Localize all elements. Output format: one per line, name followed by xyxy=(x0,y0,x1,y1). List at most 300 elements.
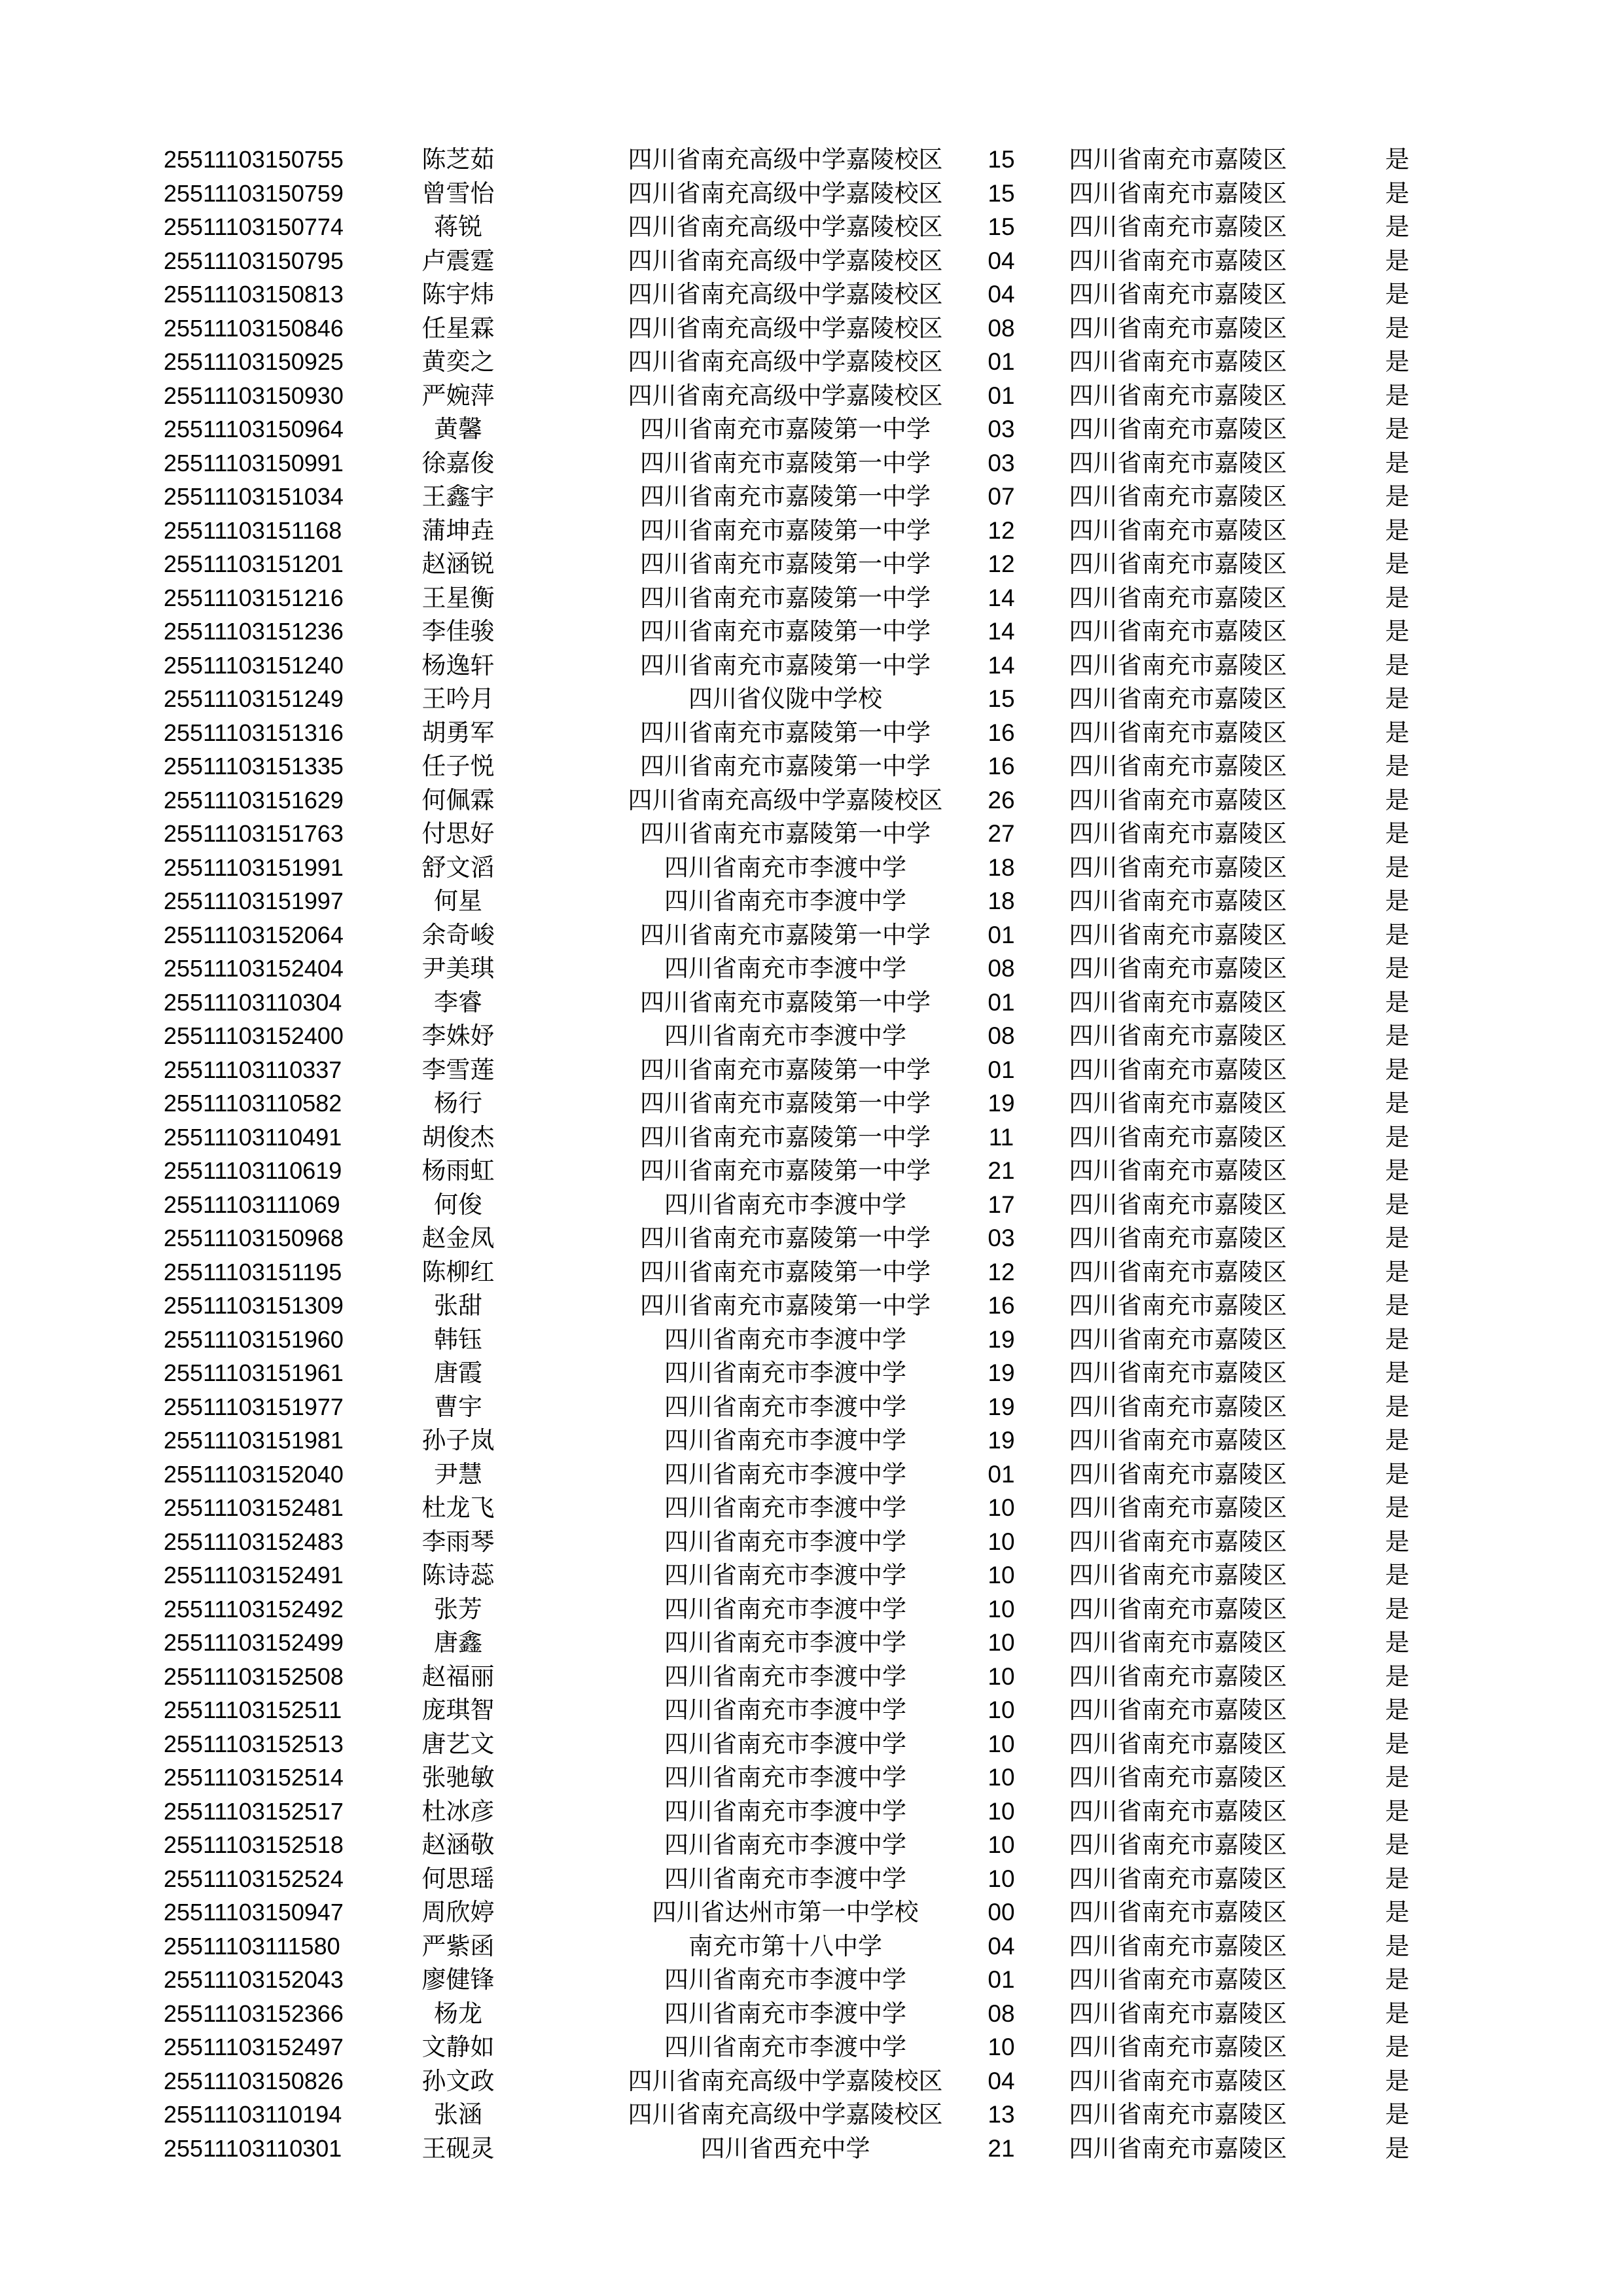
table-row xyxy=(0,1086,1623,1121)
student-id-cell: 25511103152366 xyxy=(164,2000,344,2027)
status-flag-cell: 是 xyxy=(1385,651,1410,679)
district-cell: 四川省南充市嘉陵区 xyxy=(1069,280,1287,308)
district-cell: 四川省南充市嘉陵区 xyxy=(1069,785,1287,814)
class-code-cell: 04 xyxy=(988,247,1015,274)
status-flag-cell: 是 xyxy=(1385,1022,1410,1050)
school-name-cell: 四川省南充市李渡中学 xyxy=(664,1190,906,1219)
student-id-cell: 25511103152492 xyxy=(164,1595,344,1623)
district-cell: 四川省南充市嘉陵区 xyxy=(1069,348,1287,376)
status-flag-cell: 是 xyxy=(1385,280,1410,308)
class-code-cell: 12 xyxy=(988,516,1015,544)
table-row xyxy=(0,1761,1623,1795)
student-id-cell: 25511103152511 xyxy=(164,1696,342,1723)
table-row xyxy=(0,1121,1623,1155)
status-flag-cell: 是 xyxy=(1385,482,1410,511)
status-flag-cell: 是 xyxy=(1385,415,1410,443)
student-id-cell: 25511103150964 xyxy=(164,416,344,442)
status-flag-cell: 是 xyxy=(1385,1122,1410,1151)
school-name-cell: 四川省南充市嘉陵第一中学 xyxy=(640,1291,931,1319)
school-name-cell: 四川省南充市嘉陵第一中学 xyxy=(640,920,931,949)
class-code-cell: 19 xyxy=(988,1393,1015,1420)
student-name-cell: 王星衡 xyxy=(421,583,495,612)
table-row xyxy=(0,581,1623,615)
district-cell: 四川省南充市嘉陵区 xyxy=(1069,853,1287,882)
class-code-cell: 12 xyxy=(988,1258,1015,1285)
school-name-cell: 四川省南充市嘉陵第一中学 xyxy=(640,482,931,511)
class-code-cell: 08 xyxy=(988,314,1015,342)
student-name-cell: 王砚灵 xyxy=(421,2134,495,2162)
student-name-cell: 李佳骏 xyxy=(421,617,495,645)
district-cell: 四川省南充市嘉陵区 xyxy=(1069,1359,1287,1387)
table-row xyxy=(0,1929,1623,1964)
status-flag-cell: 是 xyxy=(1385,2100,1410,2128)
class-code-cell: 01 xyxy=(988,348,1015,375)
class-code-cell: 04 xyxy=(988,2067,1015,2094)
district-cell: 四川省南充市嘉陵区 xyxy=(1069,1122,1287,1151)
table-row xyxy=(0,2030,1623,2064)
student-name-cell: 尹慧 xyxy=(434,1460,482,1488)
table-row xyxy=(0,1660,1623,1694)
district-cell: 四川省南充市嘉陵区 xyxy=(1069,145,1287,173)
class-code-cell: 07 xyxy=(988,483,1015,510)
student-name-cell: 孙子岚 xyxy=(421,1426,495,1454)
district-cell: 四川省南充市嘉陵区 xyxy=(1069,1089,1287,1117)
student-id-cell: 25511103150968 xyxy=(164,1225,344,1251)
district-cell: 四川省南充市嘉陵区 xyxy=(1069,1864,1287,1893)
class-code-cell: 16 xyxy=(988,719,1015,746)
class-code-cell: 08 xyxy=(988,1022,1015,1049)
class-code-cell: 15 xyxy=(988,179,1015,207)
status-flag-cell: 是 xyxy=(1385,583,1410,612)
district-cell: 四川省南充市嘉陵区 xyxy=(1069,381,1287,410)
table-row xyxy=(0,615,1623,649)
district-cell: 四川省南充市嘉陵区 xyxy=(1069,314,1287,342)
student-id-cell: 25511103150930 xyxy=(164,382,344,409)
table-row xyxy=(0,1289,1623,1323)
status-flag-cell: 是 xyxy=(1385,1729,1410,1758)
student-name-cell: 陈柳红 xyxy=(421,1257,495,1286)
district-cell: 四川省南充市嘉陵区 xyxy=(1069,1628,1287,1657)
school-name-cell: 四川省南充高级中学嘉陵校区 xyxy=(628,381,943,410)
student-id-cell: 25511103152497 xyxy=(164,2034,344,2060)
status-flag-cell: 是 xyxy=(1385,1460,1410,1488)
student-name-cell: 严婉萍 xyxy=(421,381,495,410)
status-flag-cell: 是 xyxy=(1385,145,1410,173)
district-cell: 四川省南充市嘉陵区 xyxy=(1069,516,1287,545)
school-name-cell: 四川省南充市李渡中学 xyxy=(664,1864,906,1893)
status-flag-cell: 是 xyxy=(1385,348,1410,376)
school-name-cell: 四川省南充市李渡中学 xyxy=(664,1999,906,2028)
student-id-cell: 25511103111580 xyxy=(164,1932,340,1960)
district-cell: 四川省南充市嘉陵区 xyxy=(1069,1055,1287,1084)
class-code-cell: 08 xyxy=(988,955,1015,982)
district-cell: 四川省南充市嘉陵区 xyxy=(1069,1257,1287,1286)
class-code-cell: 21 xyxy=(988,2134,1015,2162)
student-name-cell: 杨龙 xyxy=(434,1999,482,2028)
district-cell: 四川省南充市嘉陵区 xyxy=(1069,179,1287,207)
status-flag-cell: 是 xyxy=(1385,1224,1410,1252)
district-cell: 四川省南充市嘉陵区 xyxy=(1069,954,1287,982)
table-row xyxy=(0,177,1623,211)
table-row xyxy=(0,345,1623,379)
status-flag-cell: 是 xyxy=(1385,2033,1410,2061)
school-name-cell: 四川省南充市李渡中学 xyxy=(664,1359,906,1387)
district-cell: 四川省南充市嘉陵区 xyxy=(1069,1999,1287,2028)
status-flag-cell: 是 xyxy=(1385,448,1410,477)
table-row xyxy=(0,2064,1623,2098)
student-name-cell: 任子悦 xyxy=(421,752,495,780)
student-id-cell: 25511103151629 xyxy=(164,786,344,814)
student-id-cell: 25511103152518 xyxy=(164,1831,344,1858)
school-name-cell: 四川省南充市李渡中学 xyxy=(664,1022,906,1050)
status-flag-cell: 是 xyxy=(1385,2134,1410,2162)
class-code-cell: 12 xyxy=(988,550,1015,577)
student-id-cell: 25511103151201 xyxy=(164,550,344,577)
status-flag-cell: 是 xyxy=(1385,1594,1410,1623)
table-row xyxy=(0,1828,1623,1862)
student-name-cell: 尹美琪 xyxy=(421,954,495,982)
class-code-cell: 01 xyxy=(988,1966,1015,1993)
student-name-cell: 唐霞 xyxy=(434,1359,482,1387)
school-name-cell: 四川省南充高级中学嘉陵校区 xyxy=(628,145,943,173)
district-cell: 四川省南充市嘉陵区 xyxy=(1069,752,1287,780)
table-row xyxy=(0,1491,1623,1525)
status-flag-cell: 是 xyxy=(1385,1359,1410,1387)
school-name-cell: 四川省南充市李渡中学 xyxy=(664,1561,906,1589)
table-row xyxy=(0,2132,1623,2166)
table-row xyxy=(0,1626,1623,1660)
district-cell: 四川省南充市嘉陵区 xyxy=(1069,1426,1287,1454)
student-id-cell: 25511103151195 xyxy=(164,1258,342,1285)
table-row xyxy=(0,2098,1623,2132)
student-name-cell: 赵涵敬 xyxy=(421,1831,495,1859)
class-code-cell: 11 xyxy=(988,1123,1014,1151)
student-name-cell: 黄奕之 xyxy=(421,348,495,376)
student-name-cell: 唐鑫 xyxy=(434,1628,482,1657)
school-name-cell: 四川省南充市李渡中学 xyxy=(664,1797,906,1825)
school-name-cell: 四川省南充市李渡中学 xyxy=(664,1460,906,1488)
class-code-cell: 18 xyxy=(988,853,1015,881)
table-row xyxy=(0,446,1623,480)
student-name-cell: 李睿 xyxy=(434,988,482,1016)
student-name-cell: 付思好 xyxy=(421,819,495,848)
school-name-cell: 四川省南充市嘉陵第一中学 xyxy=(640,1257,931,1286)
class-code-cell: 10 xyxy=(988,1562,1015,1588)
status-flag-cell: 是 xyxy=(1385,314,1410,342)
status-flag-cell: 是 xyxy=(1385,1797,1410,1825)
student-name-cell: 李雪莲 xyxy=(421,1055,495,1084)
student-name-cell: 黄馨 xyxy=(434,415,482,443)
class-code-cell: 04 xyxy=(988,281,1015,308)
student-id-cell: 25511103152040 xyxy=(164,1460,344,1488)
status-flag-cell: 是 xyxy=(1385,853,1410,882)
school-name-cell: 四川省南充市嘉陵第一中学 xyxy=(640,550,931,578)
status-flag-cell: 是 xyxy=(1385,1291,1410,1319)
school-name-cell: 四川省南充市嘉陵第一中学 xyxy=(640,819,931,848)
status-flag-cell: 是 xyxy=(1385,213,1410,241)
class-code-cell: 10 xyxy=(988,2034,1015,2060)
student-id-cell: 25511103150759 xyxy=(164,179,344,207)
table-row xyxy=(0,1862,1623,1896)
school-name-cell: 四川省南充市李渡中学 xyxy=(664,1729,906,1758)
school-name-cell: 四川省南充市嘉陵第一中学 xyxy=(640,1157,931,1185)
table-row xyxy=(0,749,1623,783)
status-flag-cell: 是 xyxy=(1385,2066,1410,2095)
school-name-cell: 四川省南充市李渡中学 xyxy=(664,853,906,882)
table-row xyxy=(0,1154,1623,1188)
table-row xyxy=(0,210,1623,244)
class-code-cell: 14 xyxy=(988,651,1015,679)
student-id-cell: 25511103151168 xyxy=(164,516,342,544)
student-id-cell: 25511103150947 xyxy=(164,1899,344,1926)
student-id-cell: 25511103152513 xyxy=(164,1730,344,1757)
student-name-cell: 陈芝茹 xyxy=(421,145,495,173)
district-cell: 四川省南充市嘉陵区 xyxy=(1069,1157,1287,1185)
status-flag-cell: 是 xyxy=(1385,1157,1410,1185)
district-cell: 四川省南充市嘉陵区 xyxy=(1069,920,1287,949)
school-name-cell: 四川省南充市李渡中学 xyxy=(664,1325,906,1354)
school-name-cell: 四川省南充市嘉陵第一中学 xyxy=(640,617,931,645)
school-name-cell: 四川省南充市李渡中学 xyxy=(664,1763,906,1791)
student-name-cell: 韩钰 xyxy=(434,1325,482,1354)
class-code-cell: 18 xyxy=(988,888,1015,914)
district-cell: 四川省南充市嘉陵区 xyxy=(1069,213,1287,241)
student-name-cell: 陈宇炜 xyxy=(421,280,495,308)
student-name-cell: 何佩霖 xyxy=(421,785,495,814)
district-cell: 四川省南充市嘉陵区 xyxy=(1069,1729,1287,1758)
status-flag-cell: 是 xyxy=(1385,246,1410,275)
student-name-cell: 胡俊杰 xyxy=(421,1122,495,1151)
status-flag-cell: 是 xyxy=(1385,1999,1410,2028)
district-cell: 四川省南充市嘉陵区 xyxy=(1069,1831,1287,1859)
student-name-cell: 何星 xyxy=(434,887,482,915)
class-code-cell: 10 xyxy=(988,1764,1015,1791)
school-name-cell: 四川省南充市李渡中学 xyxy=(664,1628,906,1657)
school-name-cell: 四川省南充市嘉陵第一中学 xyxy=(640,448,931,477)
table-row xyxy=(0,1895,1623,1929)
district-cell: 四川省南充市嘉陵区 xyxy=(1069,246,1287,275)
student-id-cell: 25511103151763 xyxy=(164,820,344,847)
student-id-cell: 25511103152404 xyxy=(164,955,344,982)
table-row xyxy=(0,1727,1623,1761)
district-cell: 四川省南充市嘉陵区 xyxy=(1069,1325,1287,1354)
status-flag-cell: 是 xyxy=(1385,819,1410,848)
student-id-cell: 25511103110619 xyxy=(164,1157,342,1184)
student-name-cell: 张甜 xyxy=(434,1291,482,1319)
status-flag-cell: 是 xyxy=(1385,1190,1410,1219)
table-row xyxy=(0,514,1623,548)
school-name-cell: 四川省南充高级中学嘉陵校区 xyxy=(628,2066,943,2095)
school-name-cell: 四川省南充市嘉陵第一中学 xyxy=(640,718,931,747)
table-row xyxy=(0,379,1623,413)
student-id-cell: 25511103152499 xyxy=(164,1629,344,1656)
class-code-cell: 15 xyxy=(988,146,1015,173)
student-id-cell: 25511103150813 xyxy=(164,281,344,308)
status-flag-cell: 是 xyxy=(1385,1965,1410,1994)
school-name-cell: 四川省南充市李渡中学 xyxy=(664,887,906,915)
table-row xyxy=(0,1963,1623,1997)
student-id-cell: 25511103151316 xyxy=(164,719,344,746)
district-cell: 四川省南充市嘉陵区 xyxy=(1069,1965,1287,1994)
school-name-cell: 四川省南充高级中学嘉陵校区 xyxy=(628,280,943,308)
district-cell: 四川省南充市嘉陵区 xyxy=(1069,1190,1287,1219)
school-name-cell: 四川省南充市嘉陵第一中学 xyxy=(640,1089,931,1117)
table-row xyxy=(0,143,1623,177)
student-id-cell: 25511103152517 xyxy=(164,1797,344,1825)
student-name-cell: 廖健锋 xyxy=(421,1965,495,1994)
table-row xyxy=(0,1558,1623,1592)
status-flag-cell: 是 xyxy=(1385,179,1410,207)
status-flag-cell: 是 xyxy=(1385,954,1410,982)
status-flag-cell: 是 xyxy=(1385,1089,1410,1117)
school-name-cell: 四川省南充市嘉陵第一中学 xyxy=(640,1122,931,1151)
table-row xyxy=(0,1390,1623,1424)
student-id-cell: 25511103152508 xyxy=(164,1662,344,1690)
student-id-cell: 25511103110582 xyxy=(164,1090,342,1117)
district-cell: 四川省南充市嘉陵区 xyxy=(1069,685,1287,713)
student-name-cell: 杨逸轩 xyxy=(421,651,495,679)
table-row xyxy=(0,1525,1623,1559)
class-code-cell: 01 xyxy=(988,921,1015,948)
student-id-cell: 25511103150826 xyxy=(164,2067,344,2094)
student-id-cell: 25511103151977 xyxy=(164,1393,344,1420)
table-row xyxy=(0,1255,1623,1289)
status-flag-cell: 是 xyxy=(1385,617,1410,645)
student-id-cell: 25511103151997 xyxy=(164,888,344,914)
student-id-cell: 25511103152400 xyxy=(164,1022,344,1049)
student-name-cell: 张涵 xyxy=(434,2100,482,2128)
district-cell: 四川省南充市嘉陵区 xyxy=(1069,819,1287,848)
student-name-cell: 曹宇 xyxy=(434,1392,482,1421)
table-row xyxy=(0,851,1623,885)
student-name-cell: 杜龙飞 xyxy=(421,1494,495,1522)
status-flag-cell: 是 xyxy=(1385,1392,1410,1421)
school-name-cell: 四川省南充市嘉陵第一中学 xyxy=(640,752,931,780)
school-name-cell: 四川省南充市嘉陵第一中学 xyxy=(640,415,931,443)
class-code-cell: 00 xyxy=(988,1899,1015,1926)
student-id-cell: 25511103151034 xyxy=(164,483,344,510)
status-flag-cell: 是 xyxy=(1385,718,1410,747)
class-code-cell: 01 xyxy=(988,1460,1015,1488)
table-row xyxy=(0,1188,1623,1222)
status-flag-cell: 是 xyxy=(1385,1831,1410,1859)
table-row xyxy=(0,278,1623,312)
student-id-cell: 25511103111069 xyxy=(164,1191,340,1218)
student-name-cell: 严紫函 xyxy=(421,1931,495,1960)
class-code-cell: 01 xyxy=(988,382,1015,409)
status-flag-cell: 是 xyxy=(1385,1864,1410,1893)
table-row xyxy=(0,1221,1623,1255)
school-name-cell: 四川省南充市李渡中学 xyxy=(664,1392,906,1421)
status-flag-cell: 是 xyxy=(1385,1898,1410,1926)
student-roster-table xyxy=(0,143,1623,2165)
student-id-cell: 25511103110304 xyxy=(164,988,342,1016)
student-id-cell: 25511103151960 xyxy=(164,1325,344,1353)
student-name-cell: 余奇峻 xyxy=(421,920,495,949)
class-code-cell: 03 xyxy=(988,416,1015,442)
student-name-cell: 王吟月 xyxy=(421,685,495,713)
student-id-cell: 25511103151309 xyxy=(164,1292,344,1319)
table-row xyxy=(0,1019,1623,1053)
school-name-cell: 四川省南充市李渡中学 xyxy=(664,1494,906,1522)
student-id-cell: 25511103150925 xyxy=(164,348,344,375)
school-name-cell: 四川省南充高级中学嘉陵校区 xyxy=(628,785,943,814)
school-name-cell: 四川省南充市嘉陵第一中学 xyxy=(640,1224,931,1252)
class-code-cell: 10 xyxy=(988,1730,1015,1757)
class-code-cell: 03 xyxy=(988,1225,1015,1251)
class-code-cell: 15 xyxy=(988,685,1015,712)
student-id-cell: 25511103151249 xyxy=(164,685,344,712)
school-name-cell: 四川省西充中学 xyxy=(700,2134,870,2162)
class-code-cell: 13 xyxy=(988,2101,1015,2128)
class-code-cell: 16 xyxy=(988,753,1015,780)
class-code-cell: 10 xyxy=(988,1629,1015,1656)
school-name-cell: 四川省南充市李渡中学 xyxy=(664,1965,906,1994)
status-flag-cell: 是 xyxy=(1385,1931,1410,1960)
student-name-cell: 胡勇军 xyxy=(421,718,495,747)
student-name-cell: 舒文滔 xyxy=(421,853,495,882)
district-cell: 四川省南充市嘉陵区 xyxy=(1069,1763,1287,1791)
district-cell: 四川省南充市嘉陵区 xyxy=(1069,1594,1287,1623)
status-flag-cell: 是 xyxy=(1385,1527,1410,1556)
status-flag-cell: 是 xyxy=(1385,1628,1410,1657)
student-name-cell: 杨雨虹 xyxy=(421,1157,495,1185)
table-row xyxy=(0,547,1623,581)
class-code-cell: 04 xyxy=(988,1932,1015,1960)
student-name-cell: 赵涵锐 xyxy=(421,550,495,578)
status-flag-cell: 是 xyxy=(1385,685,1410,713)
school-name-cell: 四川省南充市嘉陵第一中学 xyxy=(640,516,931,545)
student-name-cell: 徐嘉俊 xyxy=(421,448,495,477)
district-cell: 四川省南充市嘉陵区 xyxy=(1069,1224,1287,1252)
district-cell: 四川省南充市嘉陵区 xyxy=(1069,583,1287,612)
student-name-cell: 杜冰彦 xyxy=(421,1797,495,1825)
district-cell: 四川省南充市嘉陵区 xyxy=(1069,1022,1287,1050)
class-code-cell: 10 xyxy=(988,1662,1015,1690)
status-flag-cell: 是 xyxy=(1385,1325,1410,1354)
student-id-cell: 25511103110491 xyxy=(164,1123,342,1151)
class-code-cell: 17 xyxy=(988,1191,1015,1218)
student-id-cell: 25511103152043 xyxy=(164,1966,344,1993)
district-cell: 四川省南充市嘉陵区 xyxy=(1069,2100,1287,2128)
class-code-cell: 16 xyxy=(988,1292,1015,1319)
status-flag-cell: 是 xyxy=(1385,1662,1410,1691)
student-id-cell: 25511103152481 xyxy=(164,1494,344,1521)
status-flag-cell: 是 xyxy=(1385,1696,1410,1724)
status-flag-cell: 是 xyxy=(1385,516,1410,545)
student-name-cell: 赵福丽 xyxy=(421,1662,495,1691)
district-cell: 四川省南充市嘉陵区 xyxy=(1069,448,1287,477)
student-id-cell: 25511103150846 xyxy=(164,314,344,342)
status-flag-cell: 是 xyxy=(1385,752,1410,780)
district-cell: 四川省南充市嘉陵区 xyxy=(1069,651,1287,679)
school-name-cell: 四川省南充市李渡中学 xyxy=(664,1426,906,1454)
student-name-cell: 李姝妤 xyxy=(421,1022,495,1050)
school-name-cell: 四川省南充市李渡中学 xyxy=(664,2033,906,2061)
status-flag-cell: 是 xyxy=(1385,785,1410,814)
student-id-cell: 25511103151991 xyxy=(164,853,344,881)
student-id-cell: 25511103152524 xyxy=(164,1865,344,1892)
status-flag-cell: 是 xyxy=(1385,920,1410,949)
district-cell: 四川省南充市嘉陵区 xyxy=(1069,482,1287,511)
table-row xyxy=(0,312,1623,346)
class-code-cell: 01 xyxy=(988,988,1015,1016)
table-row xyxy=(0,716,1623,750)
school-name-cell: 四川省南充高级中学嘉陵校区 xyxy=(628,348,943,376)
student-id-cell: 25511103152064 xyxy=(164,921,344,948)
status-flag-cell: 是 xyxy=(1385,1763,1410,1791)
student-name-cell: 张芳 xyxy=(434,1594,482,1623)
